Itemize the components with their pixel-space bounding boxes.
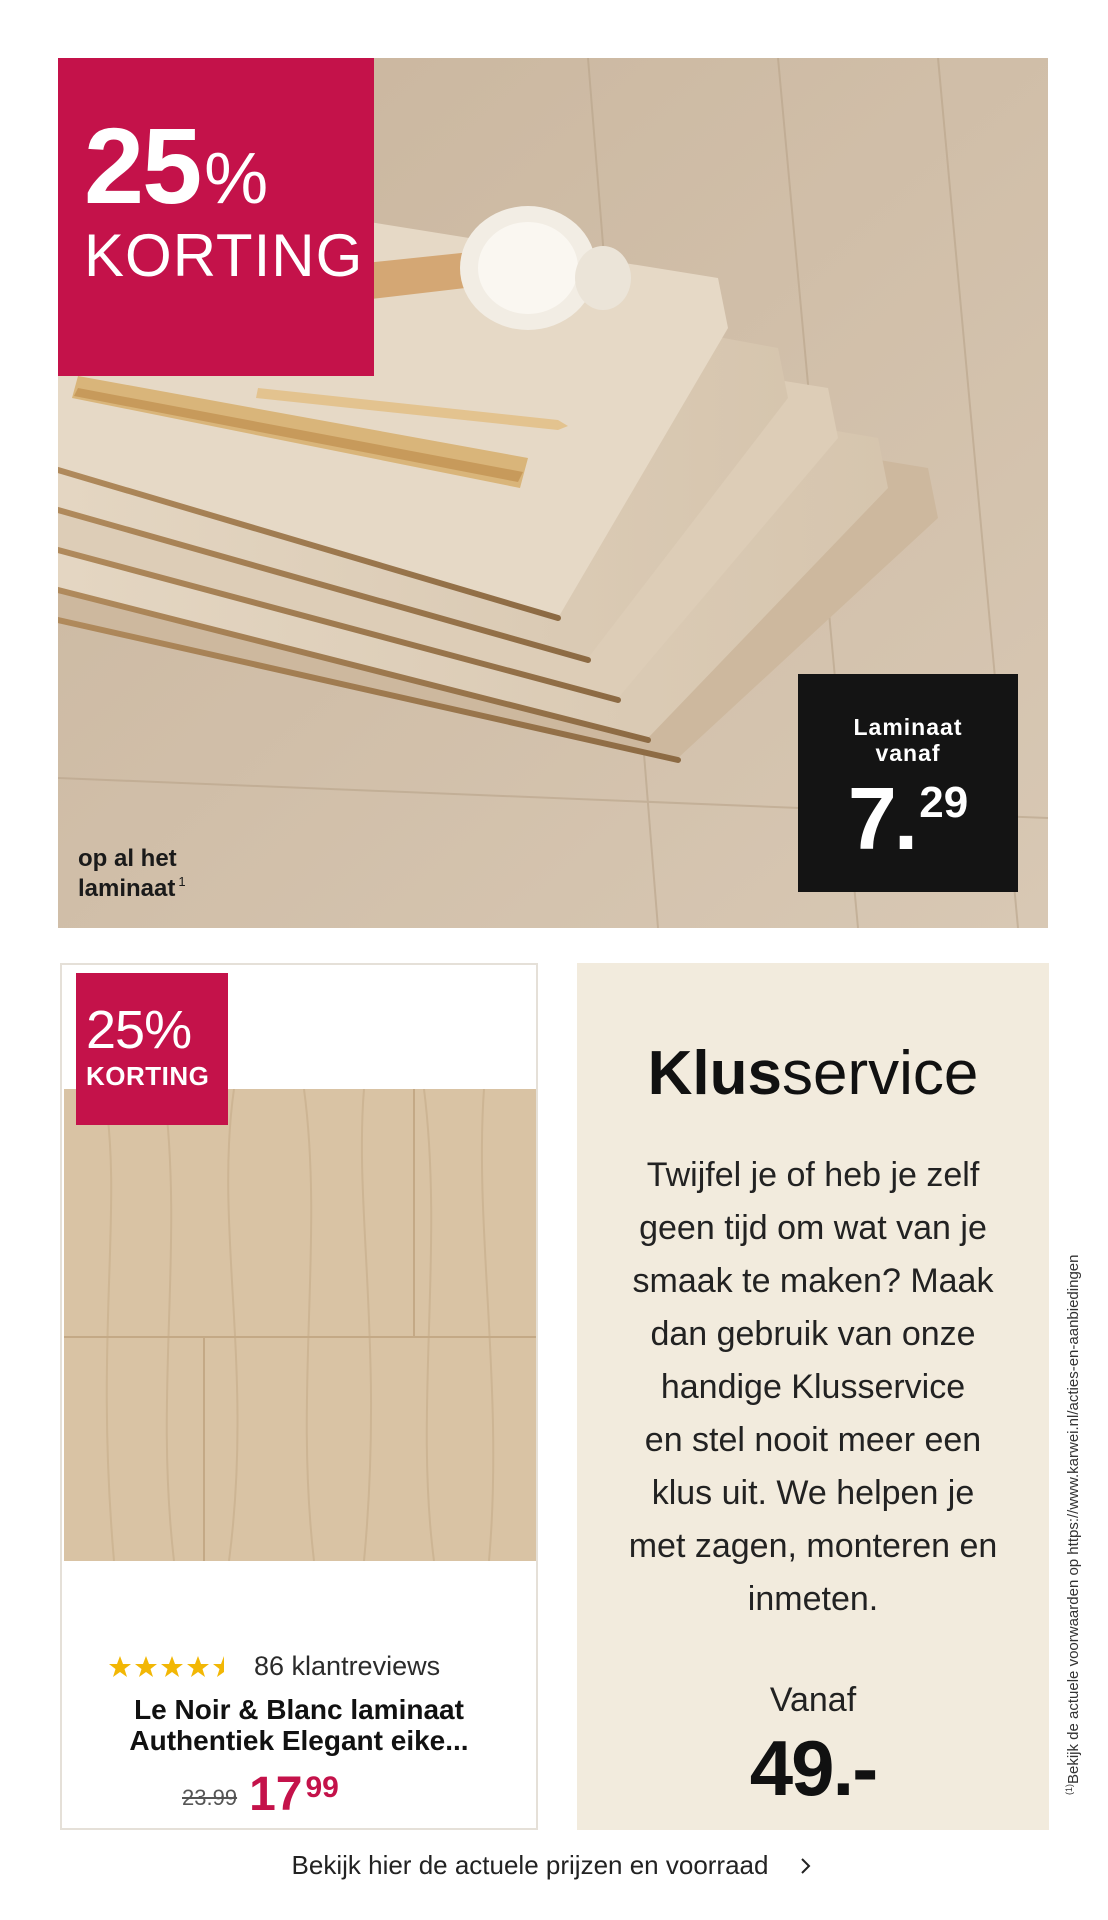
hero-caption: op al het laminaat $^1$ — [78, 845, 186, 902]
service-price: 49.- — [749, 1724, 877, 1812]
terms-note: $^{(1)}$Bekijk de actuele voorwaarden op https://www.karwei.nl/acties-en-aanbiedingen — [1064, 1254, 1082, 1795]
sale-price: 17 99 — [249, 1768, 339, 1821]
service-from-label: Vanaf — [769, 1681, 857, 1719]
price-row — [182, 1768, 339, 1821]
price-box-sublabel: vanaf — [875, 740, 941, 767]
service-card[interactable] — [577, 963, 1049, 1830]
star-icon — [108, 1655, 132, 1679]
star-icon — [186, 1655, 210, 1679]
footnote-marker: 1 — [178, 874, 186, 889]
discount-percent: 25 % — [84, 105, 267, 226]
chevron-right-icon[interactable] — [796, 1856, 816, 1876]
price-box — [798, 674, 1018, 892]
old-price: 23.99 — [182, 1785, 238, 1810]
discount-badge-large — [58, 58, 374, 376]
discount-percent: 25% — [86, 1000, 192, 1060]
star-rating — [108, 1655, 236, 1679]
product-image[interactable] — [64, 1089, 536, 1561]
prices-stock-link-label[interactable]: Bekijk hier de actuele prijzen en voorraad — [291, 1850, 769, 1880]
rating-row[interactable] — [108, 1651, 440, 1682]
price-box-label: Laminaat — [853, 714, 963, 740]
star-icon — [160, 1655, 184, 1679]
discount-label: KORTING — [84, 222, 364, 289]
reviews-count[interactable]: 86 klantreviews — [254, 1651, 441, 1681]
star-icon — [134, 1655, 158, 1679]
discount-label: KORTING — [86, 1061, 210, 1091]
product-title[interactable]: Le Noir & Blanc laminaat Authentiek Elegant eike... — [129, 1694, 469, 1756]
prices-stock-link[interactable] — [0, 1850, 1108, 1881]
price-box-amount: 7. 29 — [847, 768, 969, 868]
hero-banner[interactable] — [58, 58, 1048, 928]
service-title: Klusservice — [647, 1039, 979, 1108]
half-star-icon — [212, 1655, 236, 1679]
discount-badge-small — [76, 973, 228, 1125]
service-description: Twijfel je of heb je zelf geen tijd om wat van je smaak te maken? Maak dan gebruik van onze handige Klusservice en stel nooit meer een klus uit. We helpen je met zagen, monteren en inmeten. — [628, 1156, 998, 1618]
product-card[interactable] — [60, 963, 538, 1830]
